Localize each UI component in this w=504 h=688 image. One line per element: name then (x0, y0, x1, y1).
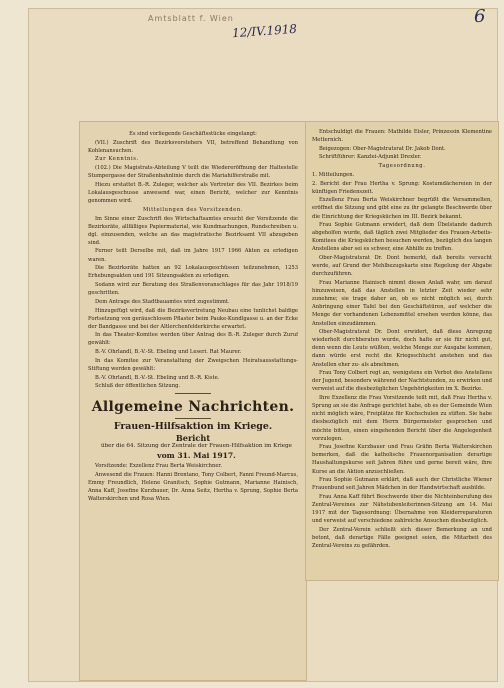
paragraph: Beigezogen: Ober-Magistratsrat Dr. Jakob Dont. (319, 145, 446, 152)
paragraph: Frau Sophie Gutmann erwidert, daß dem Übelstande dadurch abgeholfen wurde, daß täglich zwei Mitglieder des Frauen-Arbeits-Komitees die Kriegsküchen besuchen werden, bezüglich des langen Anstellens aber sei es schwer, eine Abhilfe zu treffen. (312, 222, 492, 253)
paragraph: B.-V. Ohrlandl, B.-V.-St. Ebeling und Leseri. Rat Maurer. (95, 349, 242, 356)
section-title: Allgemeine Nachrichten. (91, 399, 295, 416)
divider (175, 418, 211, 419)
article-title: Frauen-Hilfsaktion im Kriege. (113, 421, 273, 433)
intro-line: Es sind vorliegende Geschäftsstücke eingelangt: (129, 131, 257, 137)
article-date: vom 31. Mai 1917. (157, 450, 236, 460)
paragraph: Hinzugefügt wird, daß die Bezirksvertretung Neubau eine tunlichst baldige Fortsetzung von geräuschlosem Pflaster beim Pauke-Kundlgasse u. an der Ecke der Bandgasse und bei der Altlerchenfelderkirche erwartet. (88, 307, 298, 330)
paragraph: Ferner teilt Derselbe mit, daß im Jahre 1917 1966 Akten zu erledigen waren. (88, 248, 298, 263)
paragraph: Hiezu erstattet B.-R. Zuleger, welcher als Vertreter des VII. Bezirkes beim Lokalausgeschusse anwesend war, einen Bericht, welcher zur Kenntnis genommen wird. (88, 181, 298, 205)
paragraph: Frau Josefine Kurzbauer und Frau Gräfin Berta Walterskirchen bemerken, daß die katholische Frauenorganisation derartige Haushaltungskurse seit Jahren führe und gerne bereit wäre, ihre Kurse an die Aktion anzuschließen. (312, 444, 492, 475)
paragraph: B.-V. Ohrlandl, B.-V.-St. Ebeling und B.-R. Kiste. (95, 374, 220, 381)
intro-line: Zur Kenntnis. (95, 156, 139, 163)
paragraph: Ihre Exzellenz die Frau Vorsitzende teilt mit, daß Frau Hertha v. Sprung an sie die Anfrage gerichtet habe, ob es der Gemeinde Wien nicht möglich wäre, Freiplätze für Kochschulen zu stiften. Sie habe diesbezüglich mit dem Herrn Bürgermeister gesprochen und möchte bitten, einen eingehenden Bericht über die Angelegenheit vorzulegen. (312, 395, 492, 442)
paragraph: Die Bezirksräte hatten an 92 Lokalausgeschüssen teilzunehmen, 1253 Erhebungsakten und 191 Sitzungsakten zu erledigen. (88, 265, 298, 280)
agenda-item: 2. Bericht der Frau Hertha v. Sprung: Kostumdächereien in der künftigen Friedenszeit. (312, 180, 492, 195)
right-column (312, 128, 492, 576)
article-subtitle: über die 64. Sitzung der Zentrale der Frauen-Hilfsaktion im Kriege (101, 443, 292, 450)
paragraph: Im Sinne einer Zuschrift des Wirtschaftsamtes ersucht der Vorsitzende die Bezirksräte, allfälliges Papiermaterial, wie Kundmachungen, Rundschreiben u. dgl. einzusenden, welche an das magistratische Bezirksamt VII abzugeben sind. (88, 215, 298, 246)
agenda-item: 1. Mitteilungen. (312, 171, 355, 178)
paragraph: Frau Marianne Hainisch nimmt diesen Anlaß wahr, um darauf hinzuweisen, daß das Anstellen in letzter Zeit wieder sehr zunehme; sie trage daher an, ob es nicht möglich sei, durch Anbringung einer Tafel bei den Geschäftstüren, auf welcher die Menge der vorhandenen Lebensmittel ersehen werden könne, das Anstellen einzudämmen. (312, 280, 492, 327)
left-column (88, 130, 298, 676)
paragraph: Frau Anna Kaff führt Beschwerde über die Nichteinberufung des Zentral-Vereines zur Nähstubenleiterinnen-Sitzung am 14. Mai 1917 mit der Tagesordnung: Übernahme von Kleiderreparaturen und verweist auf verschiedene zahlreiche Ansuchen diesbezüglich. (312, 494, 492, 525)
paragraph: Schriftführer: Kanzlei-Adjunkt Drexler. (319, 154, 422, 161)
subheading: Mitteilungen des Vorsitzenden. (142, 206, 244, 213)
paragraph: Exzellenz Frau Berta Weiskirchner begrüßt die Versammelten, eröffnet die Sitzung und gibt eine zu ihr gelangte Beschwerde über die Einrichtung der Kriegsküchen im III. Bezirk bekannt. (312, 197, 492, 220)
paragraph: Ober-Magistratsrat Dr. Dont erwidert, daß diese Anregung wiederholt durchberaten wurde, doch halte er sie für nicht gut, denn wenn die Leute wüßten, welche Menge zur Ausgabe kommen, dann würde erst recht die Kriegsschlucht anstehen und das Anstellen eher zu- als abnehmen. (312, 329, 492, 368)
subheading: Tagesordnung. (378, 163, 426, 170)
paragraph: Frau Tony Colbert regt an, wenigstens ein Verbot des Anstellens der Jugend, besonders während der Nachtstunden, zu erwirken und verweist auf die diesbezüglichen Ungehörigkeiten im X. Bezirke. (312, 370, 492, 393)
handwritten-page-number: 6 (474, 6, 486, 27)
paragraph: Der Zentral-Verein schließt sich dieser Bemerkung an und betont, daß derartige Fälle geeignet seien, die Mitarbeit des Zentral-Vereins zu gefährden. (312, 527, 492, 550)
paragraph: Ober-Magistratsrat Dr. Dont bemerkt, daß bereits versucht werde, auf Grund der Mehlbezugskarte eine Regelung der Abgabe durchzuführen. (312, 255, 492, 278)
paragraph: Entschuldigt die Frauen: Mathilde Eisler, Prinzessin Klementine Metternich. (312, 129, 492, 144)
paragraph: Anwesend die Frauen: Hanni Brentano, Tony Colbert, Fanni Freund-Marcus, Emmy Freundlich, Helene Granitsch, Sophie Gutmann, Marianne Hainisch, Anna Kaff, Josefine Kurzbauer, Dr. Anna Seitz, Hertha v. Sprung, Sophie Berta Walterskirchen und Rosa Wien. (88, 471, 298, 503)
divider (175, 393, 211, 394)
article-label: Bericht (175, 433, 211, 444)
paragraph: (102.) Die Magistrats-Abteilung V teilt die Wiedereröffnung der Haltestelle Stumpergasse der Straßenbahnlinie durch die Mariahilferstraße mit. (88, 165, 298, 180)
handwritten-date: 12/IV.1918 (231, 21, 298, 41)
intro-line: (VII.) Zuschrift des Bezirksvorstehers VII, betreffend Behandlung von Kohlenansuchen. (88, 139, 298, 154)
paragraph: Sodann wird zur Beratung des Straßenvoranschlages für das Jahr 1918/19 geschritten. (88, 282, 298, 297)
paragraph: Schluß der öffentlichen Sitzung. (95, 383, 181, 390)
paragraph: Frau Sophie Gutmann erklärt, daß auch der Christliche Wiener Frauenbund seit Jahren Mädchen in der Handwirtschaft ausbilde. (312, 477, 492, 492)
archive-stamp: Amtsblatt f. Wien (148, 14, 234, 23)
paragraph: In das Theater-Komitee werden über Antrag des B.-R. Zuleger durch Zuruf gewählt: (88, 332, 298, 347)
paragraph: In das Komitee zur Veranstaltung der Zweigschen Heiratsausstattungs-Stiftung werden gewählt: (88, 357, 298, 372)
paragraph: Dem Antrage des Stadtbauamtes wird zugestimmt. (95, 298, 230, 305)
paragraph: Vorsitzende: Exzellenz Frau Berta Weiskirchner. (95, 463, 222, 470)
